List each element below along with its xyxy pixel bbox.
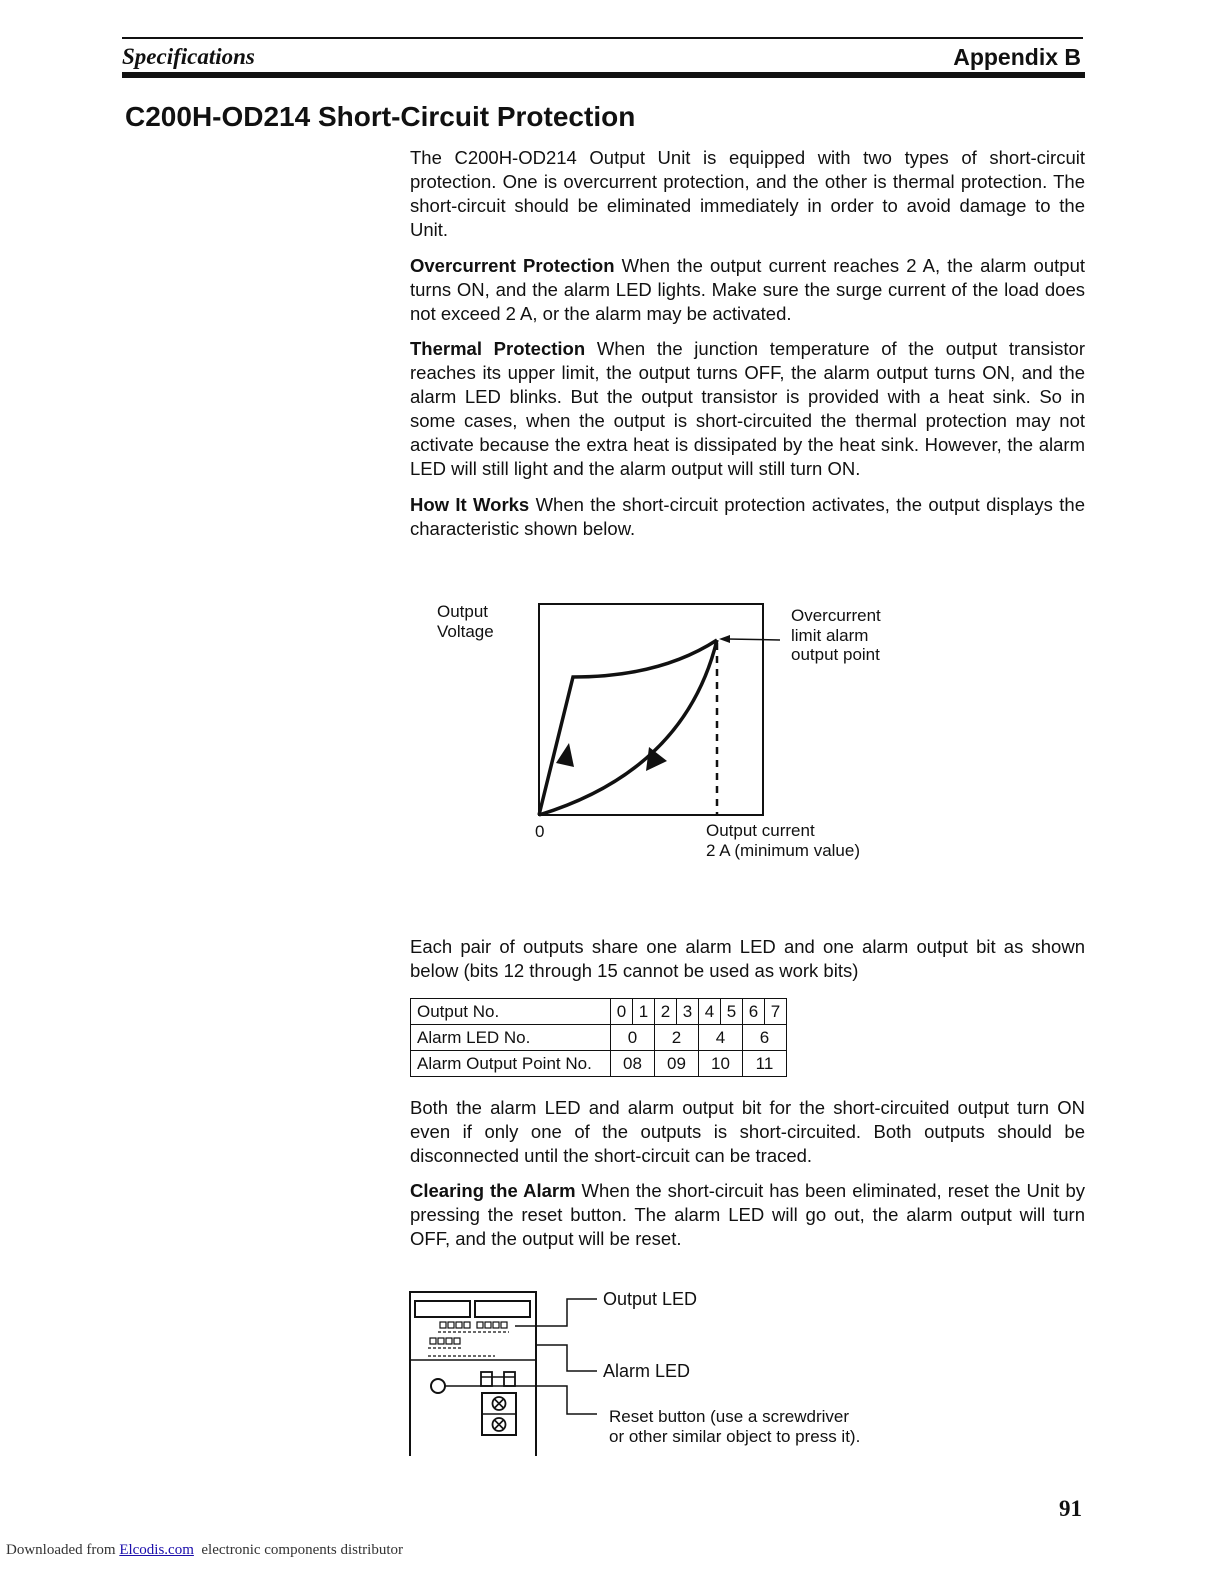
table-cell: 2 (655, 999, 677, 1025)
table-cell: Output No. (411, 999, 611, 1025)
page-number: 91 (1059, 1496, 1082, 1521)
alarm-pointer-arrow (719, 635, 730, 643)
thermal-paragraph (410, 337, 1085, 481)
intro-paragraph: The C200H-OD214 Output Unit is equipped with two types of short-circuit protection. One is overcurrent protection, and the other is thermal protection. The short-circuit should be eliminated immediately in order to avoid damage to the Unit. (410, 147, 1085, 240)
graph-alarm-label (791, 606, 881, 665)
reset-button-label (609, 1407, 860, 1446)
clearing-paragraph (410, 1179, 1085, 1251)
x-label-line1: Output current (706, 821, 815, 840)
table-cell: 3 (677, 999, 699, 1025)
table-row (411, 999, 787, 1025)
table-row (411, 1051, 787, 1077)
graph-y-label-line2: Voltage (437, 621, 494, 641)
table-cell: 4 (699, 999, 721, 1025)
alarm-led-label: Alarm LED (603, 1361, 691, 1381)
page-title: C200H-OD214 Short-Circuit Protection (125, 101, 636, 132)
how-heading: How It Works (410, 494, 530, 515)
overcurrent-text: When the output current reaches 2 A, the alarm output turns ON, and the alarm LED lights. Make sure the surge current of the load does not exceed 2 A, or the alarm may be activated. (410, 255, 1085, 324)
alarm-label-line3: output point (791, 645, 880, 664)
table-cell: 4 (699, 1025, 743, 1051)
output-led-row-1 (440, 1322, 507, 1328)
alarm-label-line2: limit alarm (791, 625, 869, 645)
reset-button-icon (431, 1379, 445, 1393)
output-led-label: Output LED (603, 1289, 698, 1309)
pair-paragraph: Each pair of outputs share one alarm LED and one alarm output bit as shown below (bits 12 through 15 cannot be used as work bits) (410, 936, 1085, 981)
header-top-rule (122, 37, 1083, 39)
how-paragraph (410, 493, 1085, 541)
graph-y-label (437, 602, 494, 641)
reset-label-line1: Reset button (use a screwdriver (609, 1407, 849, 1426)
unit-panel-diagram (405, 1288, 605, 1460)
alarm-pointer-line (727, 639, 780, 640)
clearing-text: When the short-circuit has been eliminated, reset the Unit by pressing the reset button. The alarm LED will go out, the alarm output will turn OFF, and the output will be reset. (410, 1180, 1085, 1249)
rising-curve (539, 640, 717, 815)
table-cell: 6 (743, 1025, 787, 1051)
both-paragraph: Both the alarm LED and alarm output bit for the short-circuited output turn ON even if only one of the outputs is short-circuited. Both outputs should be disconnected until the short-circuit can be traced. (410, 1097, 1085, 1166)
thermal-heading: Thermal Protection (410, 338, 586, 359)
header-section: Specifications (122, 44, 255, 69)
table-cell: Alarm Output Point No. (411, 1051, 611, 1077)
screw-cross-top (495, 1399, 504, 1408)
alarm-label-line1: Overcurrent (791, 606, 881, 625)
elcodis-link[interactable]: Elcodis.com (119, 1542, 194, 1558)
table-cell: Alarm LED No. (411, 1025, 611, 1051)
footer-prefix: Downloaded from (6, 1542, 120, 1558)
table-cell: 1 (633, 999, 655, 1025)
alarm-table (410, 998, 787, 1077)
table-cell: 10 (699, 1051, 743, 1077)
how-text: When the short-circuit protection activates, the output displays the characteristic shown below. (410, 494, 1085, 539)
table-cell: 5 (721, 999, 743, 1025)
table-cell: 0 (611, 1025, 655, 1051)
table-cell: 0 (611, 999, 633, 1025)
table-cell: 6 (743, 999, 765, 1025)
reset-label-line2: or other similar object to press it). (609, 1426, 861, 1446)
header-appendix: Appendix B (953, 44, 1081, 70)
footer (6, 1542, 403, 1559)
table-cell: 08 (611, 1051, 655, 1077)
screw-cross-bottom (495, 1420, 504, 1429)
falling-curve (539, 640, 717, 815)
table-cell: 2 (655, 1025, 699, 1051)
table-row (411, 1025, 787, 1051)
graph-x-label (706, 821, 860, 860)
overcurrent-paragraph (410, 254, 1085, 326)
label-plate-right (475, 1301, 530, 1317)
alarm-led-leader (536, 1345, 597, 1371)
output-led-leader (515, 1299, 597, 1326)
x-label-line2: 2 A (minimum value) (706, 840, 860, 860)
reset-button-leader (445, 1386, 597, 1414)
header-bottom-rule (122, 72, 1085, 78)
connector-slot-left (481, 1372, 492, 1386)
alarm-led-row (430, 1338, 460, 1344)
overcurrent-heading: Overcurrent Protection (410, 255, 615, 276)
table-cell: 11 (743, 1051, 787, 1077)
footer-suffix: electronic components distributor (193, 1542, 404, 1558)
graph-y-label-line1: Output (437, 602, 489, 621)
table-cell: 09 (655, 1051, 699, 1077)
characteristic-graph (530, 595, 780, 825)
label-plate-left (415, 1301, 470, 1317)
clearing-heading: Clearing the Alarm (410, 1180, 576, 1201)
connector-slot-right (504, 1372, 515, 1386)
thermal-text: When the junction temperature of the output transistor reaches its upper limit, the output turns OFF, the alarm output turns ON, and the alarm LED blinks. But the output transistor is provided with a heat sink. So in some cases, when the output is short-circuited the thermal protection may not activate because the extra heat is dissipated by the heat sink. However, the alarm LED will still light and the alarm output will still turn ON. (410, 338, 1085, 479)
graph-origin-label: 0 (535, 822, 545, 841)
up-arrow-head (556, 743, 574, 767)
table-cell: 7 (765, 999, 787, 1025)
